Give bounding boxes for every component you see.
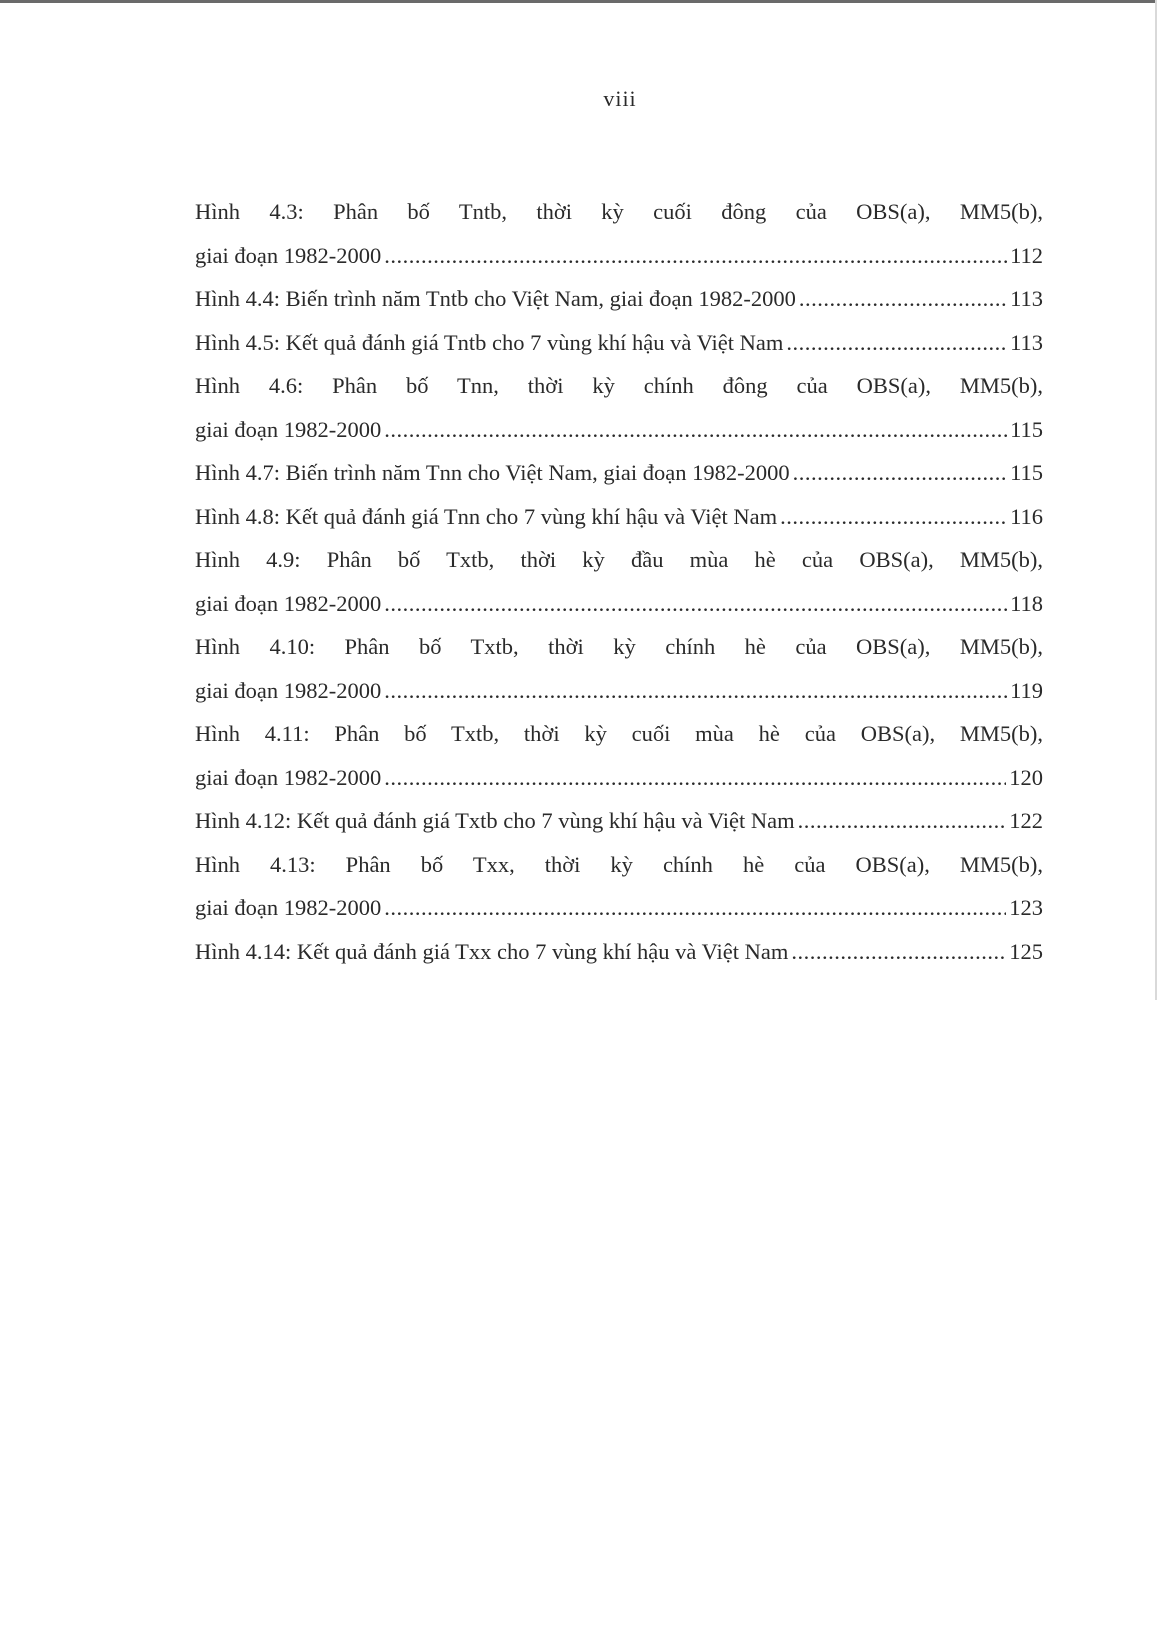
dot-leader <box>384 408 1007 452</box>
toc-entry-leader-line <box>195 234 1043 278</box>
toc-entry[interactable] <box>195 625 1043 712</box>
toc-entry-leader-line <box>195 495 1043 539</box>
toc-entry[interactable] <box>195 451 1043 495</box>
dot-leader <box>384 582 1007 626</box>
toc-entry[interactable] <box>195 712 1043 799</box>
toc-entry-page-number: 115 <box>1010 416 1043 442</box>
toc-entry[interactable] <box>195 930 1043 974</box>
toc-entry-page-number: 122 <box>1009 808 1043 833</box>
toc-entry-leader-line <box>195 886 1043 930</box>
dot-leader <box>780 495 1007 539</box>
toc-entry-page-number: 115 <box>1010 460 1043 485</box>
dot-leader <box>384 669 1007 713</box>
toc-entry[interactable] <box>195 364 1043 451</box>
toc-entry-leader-line <box>195 451 1043 495</box>
toc-entry-title-line: Hình 4.10: Phân bố Txtb, thời kỳ chính hè của OBS(a), MM5(b), <box>195 634 1043 659</box>
toc-entry-page-number: 116 <box>1010 503 1043 529</box>
table-of-figures <box>195 190 1043 973</box>
toc-entry-page-number: 113 <box>1010 329 1043 355</box>
dot-leader <box>384 886 1006 930</box>
toc-entry-page-number: 125 <box>1009 938 1043 964</box>
toc-entry-text: giai đoạn 1982-2000 <box>195 677 382 703</box>
toc-entry-title-line: Hình 4.11: Phân bố Txtb, thời kỳ cuối mùa hè của OBS(a), MM5(b), <box>195 721 1043 746</box>
dot-leader <box>786 321 1007 365</box>
toc-entry[interactable] <box>195 495 1043 539</box>
toc-entry-page-number: 123 <box>1009 895 1043 920</box>
toc-entry[interactable] <box>195 277 1043 321</box>
toc-entry-text: giai đoạn 1982-2000 <box>195 242 382 268</box>
toc-entry-leader-line <box>195 277 1043 321</box>
toc-entry-text: giai đoạn 1982-2000 <box>195 764 382 790</box>
toc-entry-leader-line <box>195 799 1043 843</box>
toc-entry-text: Hình 4.7: Biến trình năm Tnn cho Việt Nam, giai đoạn 1982-2000 <box>195 460 790 485</box>
dot-leader <box>793 451 1007 495</box>
toc-entry[interactable] <box>195 799 1043 843</box>
toc-entry-title-line: Hình 4.9: Phân bố Txtb, thời kỳ đầu mùa hè của OBS(a), MM5(b), <box>195 547 1043 572</box>
toc-entry[interactable] <box>195 321 1043 365</box>
toc-entry-leader-line <box>195 582 1043 626</box>
dot-leader <box>384 234 1007 278</box>
toc-entry-text: Hình 4.12: Kết quả đánh giá Txtb cho 7 vùng khí hậu và Việt Nam <box>195 808 795 833</box>
dot-leader <box>798 799 1007 843</box>
toc-entry-leader-line <box>195 756 1043 800</box>
toc-entry-title-line: Hình 4.3: Phân bố Tntb, thời kỳ cuối đông của OBS(a), MM5(b), <box>195 199 1043 224</box>
toc-entry-title-line: Hình 4.6: Phân bố Tnn, thời kỳ chính đông của OBS(a), MM5(b), <box>195 373 1043 398</box>
toc-entry-leader-line <box>195 321 1043 365</box>
dot-leader <box>791 930 1006 974</box>
page-top-border <box>0 0 1157 3</box>
toc-entry[interactable] <box>195 190 1043 277</box>
toc-entry-leader-line <box>195 669 1043 713</box>
toc-entry-leader-line <box>195 930 1043 974</box>
toc-entry-leader-line <box>195 408 1043 452</box>
toc-entry-text: giai đoạn 1982-2000 <box>195 590 382 616</box>
toc-entry-text: Hình 4.5: Kết quả đánh giá Tntb cho 7 vùng khí hậu và Việt Nam <box>195 329 784 355</box>
toc-entry[interactable] <box>195 538 1043 625</box>
toc-entry-text: giai đoạn 1982-2000 <box>195 416 382 442</box>
toc-entry-title-line: Hình 4.13: Phân bố Txx, thời kỳ chính hè của OBS(a), MM5(b), <box>195 851 1043 877</box>
toc-entry[interactable] <box>195 843 1043 930</box>
toc-entry-text: Hình 4.14: Kết quả đánh giá Txx cho 7 vùng khí hậu và Việt Nam <box>195 938 789 964</box>
dot-leader <box>384 756 1006 800</box>
toc-entry-page-number: 119 <box>1010 677 1043 703</box>
toc-entry-page-number: 113 <box>1010 286 1043 311</box>
toc-entry-page-number: 120 <box>1009 764 1043 790</box>
toc-entry-text: Hình 4.4: Biến trình năm Tntb cho Việt Nam, giai đoạn 1982-2000 <box>195 286 796 311</box>
toc-entry-text: Hình 4.8: Kết quả đánh giá Tnn cho 7 vùng khí hậu và Việt Nam <box>195 503 778 529</box>
toc-entry-page-number: 118 <box>1010 590 1043 616</box>
toc-entry-page-number: 112 <box>1010 242 1043 268</box>
toc-entry-text: giai đoạn 1982-2000 <box>195 895 382 920</box>
dot-leader <box>799 277 1007 321</box>
page-number: viii <box>603 86 637 111</box>
